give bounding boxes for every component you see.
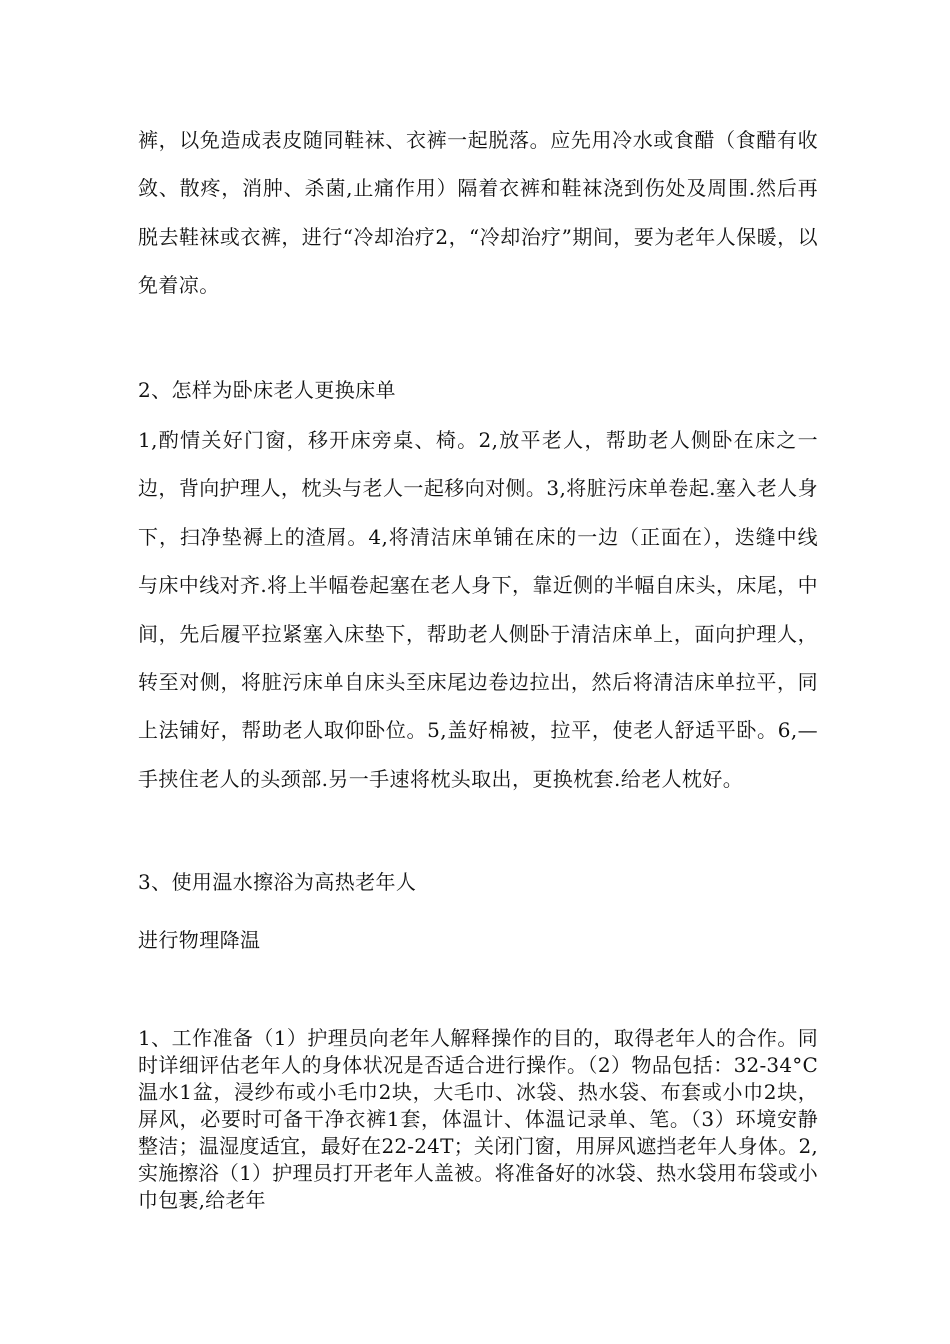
section-heading-continuation: 进行物理降温 (138, 928, 261, 952)
paragraph-warm-water-bath-steps: 1、工作准备（1）护理员向老年人解释操作的目的，取得老年人的合作。同时详细评估老年人的身体状况是否适合进行操作。（2）物品包括：32-34°C温水1盆，浸纱布或小毛巾2块，大毛巾、冰袋、热水袋、布套或小巾2块，屏风，必要时可备干净衣裤1套，体温计、体温记录单、笔。（3）环境安静整洁；温湿度适宜，最好在22-24T；关闭门窗，用屏风遮挡老年人身体。2,实施擦浴（1）护理员打开老年人盖被。将准备好的冰袋、热水袋用布袋或小巾包裹,给老年 (138, 1026, 818, 1212)
paragraph-change-bedsheet-steps: 1,酌情关好门窗，移开床旁桌、椅。2,放平老人，帮助老人侧卧在床之一边，背向护理人，枕头与老人一起移向对侧。3,将脏污床单卷起.塞入老人身下，扫净垫褥上的渣屑。4,将清洁床单铺在床的一边（正面在），迭缝中线与床中线对齐.将上半幅卷起塞在老人身下，靠近侧的半幅自床头，床尾，中间，先后履平拉紧塞入床垫下，帮助老人侧卧于清洁床单上，面向护理人，转至对侧，将脏污床单自床头至床尾边卷边拉出，然后将清洁床单拉平，同上法铺好，帮助老人取仰卧位。5,盖好棉被，拉平，使老人舒适平卧。6,—手挟住老人的头颈部.另一手速将枕头取出，更换枕套.给老人枕好。 (138, 428, 818, 791)
section-heading-warm-water-bath: 3、使用温水擦浴为高热老年人 (138, 870, 417, 894)
section-heading-change-bedsheet: 2、怎样为卧床老人更换床单 (138, 378, 396, 402)
paragraph-burn-care: 裤，以免造成表皮随同鞋袜、衣裤一起脱落。应先用冷水或食醋（食醋有收敛、散疼，消肿、杀菌,止痛作用）隔着衣裤和鞋袜浇到伤处及周围.然后再脱去鞋袜或衣裤，进行“冷却治疗2，“冷却治疗”期间，要为老年人保暖，以免着凉。 (138, 128, 818, 298)
